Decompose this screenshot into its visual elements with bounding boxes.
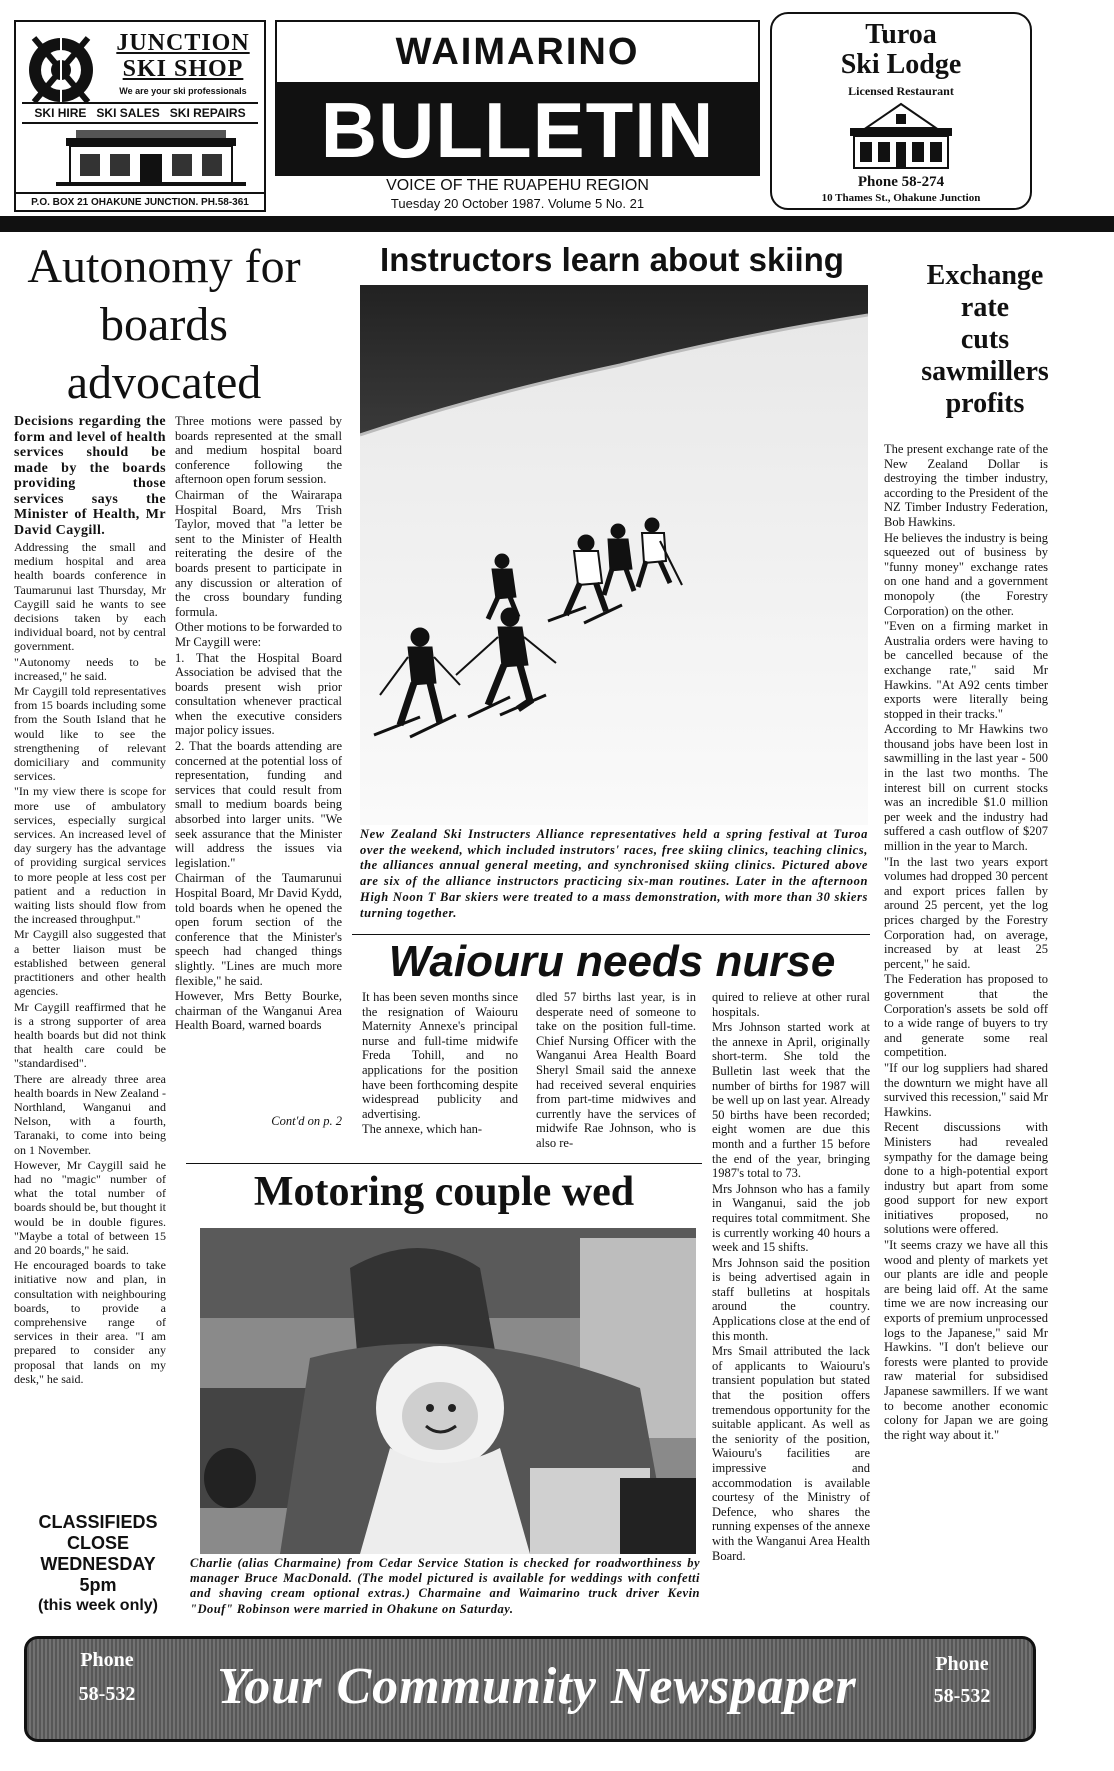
autonomy-lead: Decisions regarding the form and level of health services should be made by the boards providing those services says the Minister of Health, Mr David Caygill. xyxy=(14,414,166,538)
paragraph: Mrs Johnson who has a family in Wanganui, said the job requires total commitment. She is currently working 40 hours a week and 15 shifts. xyxy=(712,1181,870,1255)
exchange-headline-line: Exchange xyxy=(926,260,1044,291)
autonomy-column-2 xyxy=(175,414,342,1034)
paragraph: According to Mr Hawkins two thousand jobs have been lost in sawmilling in the last year - 500 in the last two months. The interest bill on current stocks was an incredible $1.0 million per week and the industry had suffered a cash outflow of $207 million in the year to March. xyxy=(884,722,1048,854)
waiouru-headline: Waiouru needs nurse xyxy=(388,937,836,986)
paragraph: The annexe, which han- xyxy=(362,1122,483,1137)
exchange-headline-line: cuts xyxy=(960,324,1010,355)
paragraph: "If our log suppliers had shared the downturn we might have all survived this recession," said Mr Hawkins. xyxy=(884,1060,1048,1119)
exchange-column xyxy=(884,442,1048,1443)
paragraph: However, Mr Caygill said he had no "magic" number of what the total number of boards should be, but thought it would be in double figures. "Maybe a total of between 15 and 20 boards," he said. xyxy=(14,1157,166,1257)
classifieds-notice xyxy=(24,1512,172,1616)
ski-shop-logo-icon xyxy=(24,28,98,110)
paragraph: Mrs Johnson started work at the annexe in April, originally short-term. She told the Bulletin last week that the number of births for 1987 will be well up on last year. Already 50 births have been recorded; eight women are due this month and a further 15 before the end of the year, bringing 1987's total to 73. xyxy=(712,1020,870,1181)
paragraph: It has been seven months since the resignation of Waiouru Maternity Annexe's principal nurse and full-time midwife Freda Tohill, and no applications for the position have been forthcoming despite widespread publicity and advertising. xyxy=(362,990,518,1121)
paragraph: Mr Caygill told representatives from 15 boards including some from the South Island that he would like to see the strengthening of relevant domiciliary and community services. xyxy=(14,684,166,784)
waiouru-column-2 xyxy=(536,990,696,1152)
exchange-headline-line: profits xyxy=(945,388,1025,419)
paragraph: Mr Caygill also suggested that a better liaison must be established between general practitioners and other health agencies. xyxy=(14,927,166,999)
autonomy-headline: Autonomy for boards advocated xyxy=(27,240,301,409)
paragraph: "Autonomy needs to be increased," he said. xyxy=(14,654,166,683)
header-rule xyxy=(0,216,1114,232)
junction-services: SKI HIRE SKI SALES SKI REPAIRS xyxy=(22,102,258,124)
paragraph: Mrs Johnson said the position is being advertised again in staff bulletins at hospitals around the country. Applications close at the end of this month. xyxy=(712,1255,870,1343)
footer-phone-left-label: Phone xyxy=(80,1649,134,1671)
paragraph: Other motions to be forwarded to Mr Caygill were: xyxy=(175,620,342,649)
exchange-headline-line: sawmillers xyxy=(921,356,1049,387)
paragraph: 2. That the boards attending are concerned at the potential loss of representation, funding and services that could result from small to medium boards being absorbed into larger units. "We seek assurance that the Minister will address the issues via legislation." xyxy=(175,739,342,870)
masthead-subtitle: VOICE OF THE RUAPEHU REGION xyxy=(386,177,649,194)
paragraph: 1. That the Hospital Board Association be advised that the boards present wish prior consultation whenever practical when the executive considers major policy issues. xyxy=(175,650,342,738)
divider xyxy=(352,934,870,935)
autonomy-column-1 xyxy=(14,414,166,1387)
shop-building-icon xyxy=(56,126,246,188)
paragraph: Mr Caygill reaffirmed that he is a strong supporter of area health boards but did not think that health care could be "standardised". xyxy=(14,999,166,1071)
classifieds-line2: CLOSE xyxy=(66,1533,129,1553)
masthead xyxy=(275,20,760,212)
paragraph: Three motions were passed by boards represented at the small and medium hospital board conference following the afternoon open forum session. xyxy=(175,414,342,487)
motoring-headline: Motoring couple wed xyxy=(253,1169,635,1215)
paragraph: Chairman of the Wairarapa Hospital Board, Mrs Trish Taylor, moved that "a letter be sent to the Minister of Health reiterating the desire of the boards present to participate in any discussion or alteration of the cross boundary funding formula. xyxy=(175,487,342,619)
paragraph: Recent discussions with Ministers had revealed sympathy for the damage being done to a high-potential export industry but apart from some good support for new export initiatives proposed, no solutions were offered. xyxy=(884,1120,1048,1237)
exchange-headline xyxy=(872,260,1098,420)
paragraph: Addressing the small and medium hospital and area health boards conference in Taumarunui last Thursday, Mr Caygill said he wants to see decisions taken by each individual board, not by central government. xyxy=(14,540,166,654)
turoa-ski-lodge-ad xyxy=(770,12,1032,210)
paragraph: dled 57 births last year, is in desperate need of someone to take on the position full-time. Chief Nursing Officer with the Wanganui Area Health Board Sheryl Smail said the annexe had received several enquiries from part-time midwives and currently have the services of midwife Rae Johnson, who is also re- xyxy=(536,990,696,1150)
masthead-title-main: BULLETIN xyxy=(275,84,760,176)
paragraph: He encouraged boards to take initiative now and plan, in consultation with neighbouring boards, to provide a comprehensive range of services in their area. "I am prepared to consider any proposal that lands on my desk," he said. xyxy=(14,1258,166,1386)
classifieds-line4: 5pm xyxy=(79,1575,117,1595)
classifieds-line5: (this week only) xyxy=(37,1597,159,1614)
motoring-caption: Charlie (alias Charmaine) from Cedar Service Station is checked for roadworthiness by manager Bruce MacDonald. (The model pictured is available for weddings with confetti and shaving cream optional extras.) Charmaine and Waimarino truck driver Kevin "Douf" Robinson were married in Ohakune on Saturday. xyxy=(190,1556,700,1616)
paragraph: "In my view there is scope for more use of ambulatory services, especially surgical services. An increased level of day surgery has the advantage of providing surgical services to more people at less cost per patient and a reduction in waiting lists should flow from the increased throughput." xyxy=(14,784,166,927)
instructors-caption: New Zealand Ski Instructers Alliance representatives held a spring festival at Turoa over the weekend, which included instrutors' races, free skiing clinics, teaching clinics, the alliances annual general meeting, and synchronised skiing clinics. Pictured above are six of the alliance instructors practicing six-man routines. Later in the afternoon High Noon T Bar skiers were treated to a mass demonstration, with more than 30 skiers turning together. xyxy=(360,827,868,920)
turoa-address: 10 Thames St., Ohakune Junction xyxy=(821,192,981,204)
paragraph: "It seems crazy we have all this wood and plenty of markets yet our plants are idle and people are being laid off. At the same time we are now increasing our exports of premium unprocessed logs to the Japanese," said Mr Hawkins. "I don't believe our forests were planted to provide raw material for subsidised Japanese sawmillers. If we want to become another economic colony for Japan we are going the right way about it." xyxy=(884,1238,1048,1442)
paragraph: The Federation has proposed to government that the Corporation's assets be sold off to a wide range of buyers to try and generate some real competition. xyxy=(884,972,1048,1060)
ski-instructors-photo xyxy=(360,285,868,825)
paragraph: "Even on a firming market in Australia orders were having to be cancelled because of the exchange rate," said Mr Hawkins. "At A92 cents timber exports were literally being stopped in their tracks." xyxy=(884,619,1048,721)
turoa-subtitle: Licensed Restaurant xyxy=(848,84,954,98)
paragraph: However, Mrs Betty Bourke, chairman of the Wanganui Area Health Board, warned boards xyxy=(175,989,342,1033)
masthead-dateline: Tuesday 20 October 1987. Volume 5 No. 21 xyxy=(390,196,645,211)
waiouru-column-3 xyxy=(712,990,870,1564)
paragraph: He believes the industry is being squeezed out of business by "funny money" exchange rates on one hand and a government monopoly (the Forestry Corporation) on the other. xyxy=(884,530,1048,618)
instructors-headline: Instructors learn about skiing xyxy=(380,241,844,278)
masthead-title-top: WAIMARINO xyxy=(275,20,760,84)
continued-note: Cont'd on p. 2 xyxy=(271,1114,342,1128)
junction-tagline: We are your ski professionals xyxy=(119,86,247,96)
junction-name-line1: JUNCTION xyxy=(116,30,250,56)
footer-phone-right-label: Phone xyxy=(935,1653,989,1675)
classifieds-line1: CLASSIFIEDS xyxy=(38,1512,158,1532)
turoa-name-line2: Ski Lodge xyxy=(840,49,962,80)
classifieds-line3: WEDNESDAY xyxy=(40,1554,156,1574)
junction-address: P.O. BOX 21 OHAKUNE JUNCTION. PH.58-361 xyxy=(16,192,264,208)
exchange-headline-line: rate xyxy=(960,292,1010,323)
footer-phone-left-number: 58-532 xyxy=(78,1683,136,1705)
paragraph: Mrs Smail attributed the lack of applicants to Waiouru's transient population but stated that the position offers tremendous opportunity for the suitable applicant. As well as the seniority of the position, Waiouru's facilities are impressive and accommodation is available courtesy of the Ministry of Defence, who shares the running expenses of the annexe with the Wanganui Area Health Board. xyxy=(712,1344,870,1563)
paragraph: Chairman of the Taumarunui Hospital Board, Mr David Kydd, told boards when he opened the open forum section of the conference that the Minister's speech had changed things slightly. "Lines are much more flexible," he said. xyxy=(175,871,342,988)
footer-banner xyxy=(24,1636,1036,1742)
paragraph: The present exchange rate of the New Zealand Dollar is destroying the timber industry, according to the President of the NZ Timber Industry Federation, Bob Hawkins. xyxy=(884,442,1048,529)
lodge-building-icon xyxy=(846,102,956,172)
paragraph: "In the last two years export volumes had dropped 30 percent and export prices fallen by around 25 percent, yet the log prices charged by the Forestry Corporation had, on average, increased by at least 25 percent," he said. xyxy=(884,854,1048,971)
paragraph: quired to relieve at other rural hospitals. xyxy=(712,990,870,1019)
turoa-name-line1: Turoa xyxy=(865,19,937,50)
divider xyxy=(186,1163,702,1164)
paragraph: There are already three area health boards in New Zealand - Northland, Wanganui and Nelson, with a fourth, Taranaki, to come into being on 1 November. xyxy=(14,1071,166,1157)
motoring-couple-photo xyxy=(200,1228,696,1554)
junction-name-line2: SKI SHOP xyxy=(122,56,244,82)
junction-ski-shop-ad xyxy=(14,20,266,212)
footer-slogan: Your Community Newspaper xyxy=(217,1658,857,1715)
footer-phone-right-number: 58-532 xyxy=(933,1685,991,1707)
turoa-phone: Phone 58-274 xyxy=(857,174,945,190)
waiouru-column-1 xyxy=(362,990,518,1138)
